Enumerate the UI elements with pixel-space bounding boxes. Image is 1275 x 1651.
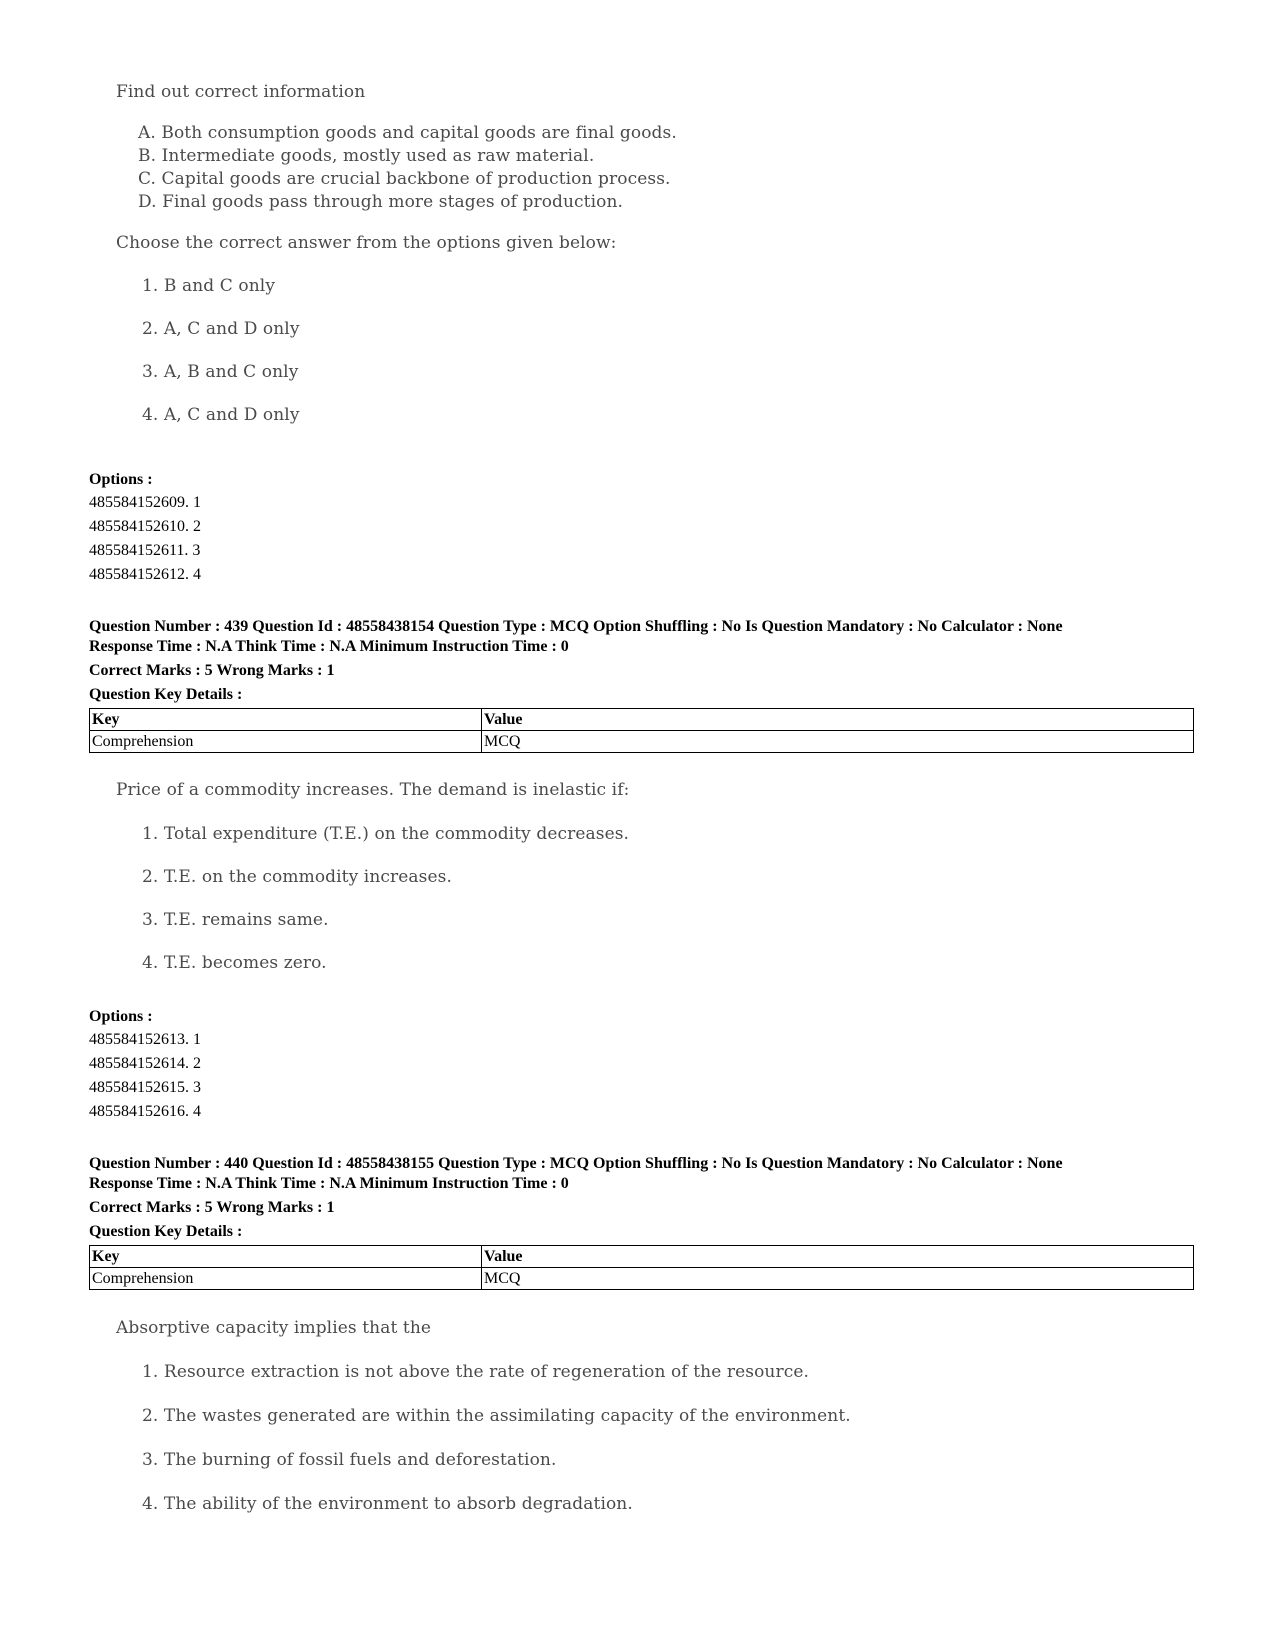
question-meta-440: Question Number : 440 Question Id : 48558438155 Question Type : MCQ Option Shuffling : No Is Question Mandatory : No Calculator : None	[89, 1155, 1063, 1172]
table-header-key: Key	[90, 1246, 482, 1268]
choice-2: 2. The wastes generated are within the assimilating capacity of the environment.	[142, 1406, 851, 1426]
option-id: 485584152611. 3	[89, 542, 201, 559]
options-list-439	[89, 1028, 201, 1124]
choice-3: 3. T.E. remains same.	[142, 910, 329, 930]
choice-2: 2. T.E. on the commodity increases.	[142, 867, 452, 887]
key-details-label-440: Question Key Details :	[89, 1223, 243, 1240]
option-id: 485584152612. 4	[89, 566, 201, 583]
question-meta-439: Question Number : 439 Question Id : 48558438154 Question Type : MCQ Option Shuffling : No Is Question Mandatory : No Calculator : None	[89, 618, 1063, 635]
statement-c: C. Capital goods are crucial backbone of production process.	[138, 169, 671, 189]
table-cell-key: Comprehension	[90, 731, 482, 753]
key-details-label-439: Question Key Details :	[89, 686, 243, 703]
option-id: 485584152616. 4	[89, 1103, 201, 1120]
choice-4: 4. A, C and D only	[142, 405, 300, 425]
question-marks-440: Correct Marks : 5 Wrong Marks : 1	[89, 1199, 335, 1216]
option-id: 485584152609. 1	[89, 494, 201, 511]
option-id: 485584152615. 3	[89, 1079, 201, 1096]
statement-d: D. Final goods pass through more stages of production.	[138, 192, 624, 212]
question-stem: Absorptive capacity implies that the	[116, 1318, 432, 1338]
statement-a: A. Both consumption goods and capital goods are final goods.	[138, 123, 677, 143]
statement-b: B. Intermediate goods, mostly used as raw material.	[138, 146, 595, 166]
table-row	[90, 1268, 1194, 1290]
choice-4: 4. The ability of the environment to absorb degradation.	[142, 1494, 633, 1514]
table-cell-key: Comprehension	[90, 1268, 482, 1290]
question-timing-439: Response Time : N.A Think Time : N.A Minimum Instruction Time : 0	[89, 638, 569, 655]
table-cell-value: MCQ	[482, 1268, 1194, 1290]
options-list-438	[89, 491, 201, 587]
option-id: 485584152614. 2	[89, 1055, 201, 1072]
question-stem: Price of a commodity increases. The demand is inelastic if:	[116, 780, 630, 800]
key-details-table-440	[89, 1245, 1194, 1290]
choice-4: 4. T.E. becomes zero.	[142, 953, 327, 973]
table-header-value: Value	[482, 1246, 1194, 1268]
option-id: 485584152610. 2	[89, 518, 201, 535]
choice-3: 3. A, B and C only	[142, 362, 299, 382]
question-marks-439: Correct Marks : 5 Wrong Marks : 1	[89, 662, 335, 679]
choose-instruction: Choose the correct answer from the options given below:	[116, 233, 617, 253]
table-header-row	[90, 709, 1194, 731]
choice-2: 2. A, C and D only	[142, 319, 300, 339]
key-details-table-439	[89, 708, 1194, 753]
table-header-row	[90, 1246, 1194, 1268]
choice-3: 3. The burning of fossil fuels and deforestation.	[142, 1450, 557, 1470]
table-cell-value: MCQ	[482, 731, 1194, 753]
option-id: 485584152613. 1	[89, 1031, 201, 1048]
options-label: Options :	[89, 471, 153, 488]
options-label: Options :	[89, 1008, 153, 1025]
table-row	[90, 731, 1194, 753]
table-header-key: Key	[90, 709, 482, 731]
choice-1: 1. Resource extraction is not above the rate of regeneration of the resource.	[142, 1362, 809, 1382]
table-header-value: Value	[482, 709, 1194, 731]
choice-1: 1. Total expenditure (T.E.) on the commodity decreases.	[142, 824, 630, 844]
question-stem: Find out correct information	[116, 82, 366, 102]
question-timing-440: Response Time : N.A Think Time : N.A Minimum Instruction Time : 0	[89, 1175, 569, 1192]
choice-1: 1. B and C only	[142, 276, 276, 296]
